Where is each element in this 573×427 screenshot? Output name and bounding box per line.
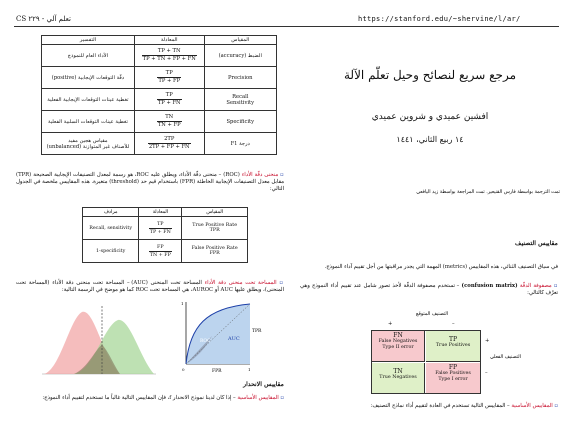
confusion-matrix-text — [300, 283, 558, 297]
roc-text-label: ROC — [200, 339, 211, 344]
translation-note: تمت الترجمة بواسطة فارس القنيعير. تمت المراجعة بواسطة زيد اليافعي — [416, 190, 560, 195]
row-metric: الضبط (accuracy) — [204, 45, 277, 67]
row-desc: تغطية عينات التوقعات السلبية الفعلية — [42, 111, 135, 133]
bullet-icon: ▫ — [553, 283, 559, 289]
bullet-icon: ▫ — [280, 395, 284, 401]
predicted-minus: – — [452, 321, 455, 327]
row-formula: $\frac{TP}{TP + FN}$ — [139, 217, 182, 240]
confusion-desc: – تستخدم مصفوفة الدقّة لأخذ تصور شامل عند تقييم أداء النموذج وهي تعرّف كالتالي: — [300, 283, 558, 297]
confusion-label-en: (confusion matrix) — [461, 283, 518, 289]
roc-paragraph — [16, 172, 284, 194]
row-formula: $\frac{TP}{TP + FP}$ — [134, 67, 204, 89]
auc-desc: المساحة تحت المنحنى (AUC) – المساحة تحت منحنى دقة الأداء (المساحة تحت المنحنى)، ويطلق عليها AUC أو AUROC، هي المساحة تحت ROC كما هو موضح في الرسمة التالية: — [16, 280, 284, 294]
row-formula: $\frac{TP + TN}{TP + TN + FP + FN}$ — [134, 45, 204, 67]
row-formula: $\frac{2TP}{2TP + FP + FN}$ — [134, 133, 204, 155]
cell-false-negatives — [372, 331, 425, 362]
cell-extra: Type II error — [382, 345, 414, 350]
cell-true-positives — [426, 331, 480, 362]
cell-code: FN — [393, 332, 403, 339]
regression-label: المقاييس الأساسية — [237, 395, 279, 401]
authors: افشين عميدي و شروين عميدي — [371, 112, 489, 122]
header-url[interactable]: https://stanford.edu/~shervine/l/ar/ — [358, 15, 521, 23]
table-row — [42, 111, 277, 133]
cell-name: False Negatives — [378, 339, 418, 344]
auc-label: المساحة تحت منحنى دقة الأداء — [204, 280, 277, 286]
row-formula: $\frac{FP}{TN + FP}$ — [139, 240, 182, 263]
table-row — [42, 133, 277, 155]
cell-name: True Positives — [435, 343, 471, 348]
col-header-interpretation: التفسير — [42, 36, 135, 45]
auc-text-label: AUC — [228, 336, 240, 342]
classification-intro: في سياق التصنيف الثنائي، هذه المقاييس (metrics) المهمة التي يجدر مراقبتها من أجل تقييم آداء النموذج. — [324, 264, 558, 270]
col-header-synonym: مرادف — [83, 208, 139, 217]
distributions-figure — [40, 300, 158, 378]
fpr-axis-label: FPR — [212, 369, 222, 374]
cell-extra: Type I error — [438, 377, 468, 382]
row-synonym: Recall, sensitivity — [83, 217, 139, 240]
row-metric: Recall Sensitivity — [204, 89, 277, 111]
row-formula: $\frac{TN}{TN + FP}$ — [134, 111, 204, 133]
main-metrics-desc: – المقاييس التالية تستخدم في العادة لتقييم أداء نماذج التصنيف: — [370, 403, 510, 409]
confusion-label: مصفوفة الدقّة — [519, 283, 552, 289]
roc-auc-figure — [172, 296, 272, 376]
main-metrics-text — [300, 403, 558, 410]
col-header-metric: المقياس — [182, 208, 248, 217]
row-desc: الأداء العام للنموذج — [42, 45, 135, 67]
cell-name: True Negatives — [379, 375, 417, 380]
row-metric: Specificity — [204, 111, 277, 133]
regression-desc: – إذا كان لدينا نموذج الانحدار f، فإن المقاييس التالية غالباً ما تستخدم لتقييم أداء النموذج: — [42, 395, 236, 401]
page-title: مرجع سريع لنصائح وحيل تعلّم الآلة — [343, 68, 517, 82]
bullet-icon: ▫ — [279, 280, 285, 286]
row-metric: True Positive Rate TPR — [182, 217, 248, 240]
col-header-formula: المعادلة — [139, 208, 182, 217]
table-row — [83, 240, 248, 263]
row-synonym: 1-specificity — [83, 240, 139, 263]
axis-zero: 0 — [182, 367, 185, 372]
actual-class-label: التصنيف الفعلي — [490, 355, 521, 360]
cell-name: False Positives — [435, 371, 471, 376]
row-desc: دقّة التوقعات الإيجابية (positive) — [42, 67, 135, 89]
row-desc: مقياس هجين مفيد للأصناف غير المتوازنة (unbalanced) — [42, 133, 135, 155]
axis-one-x: 1 — [248, 367, 251, 372]
confusion-matrix — [371, 330, 481, 394]
header-rule — [14, 26, 559, 27]
actual-plus: + — [485, 338, 490, 344]
col-header-metric: المقياس — [204, 36, 277, 45]
cell-true-negatives — [372, 363, 425, 393]
roc-label: منحنى دقّة الأداء — [241, 172, 279, 178]
table-row — [42, 67, 277, 89]
regression-paragraph — [16, 395, 284, 402]
row-formula: $\frac{TP}{TP + FN}$ — [134, 89, 204, 111]
regression-section-title: مقاييس الانحدار — [243, 381, 284, 388]
cell-code: TN — [393, 368, 403, 375]
row-metric: درجة F1 — [204, 133, 277, 155]
axis-one-y: 1 — [181, 301, 184, 306]
date: ١٤ ربيع الثاني، ١٤٤١ — [396, 135, 464, 144]
row-desc: تغطية عينات التوقعات الإيجابية الفعلية — [42, 89, 135, 111]
table-row — [42, 45, 277, 67]
predicted-plus: + — [388, 321, 393, 327]
row-metric: False Positive Rate FPR — [182, 240, 248, 263]
bullet-icon: ▫ — [554, 403, 558, 409]
cell-false-positives — [426, 363, 480, 393]
main-metrics-label: المقاييس الأساسية — [511, 403, 553, 409]
actual-minus: – — [485, 370, 488, 376]
metrics-table — [41, 35, 277, 155]
cell-code: TP — [448, 336, 458, 343]
table-row — [42, 89, 277, 111]
table-row — [83, 217, 248, 240]
auc-paragraph — [16, 280, 284, 294]
predicted-class-label: التصنيف المتوقع — [415, 312, 449, 317]
row-metric: Precision — [204, 67, 277, 89]
roc-desc: (ROC) – منحنى دقّة الأداء، ويطلق عليه ROC، هو رسمة لمعدل التصنيفات الإيجابية الصحيحة (TPR) مقابل معدل التصنيفات الإيجابية الخاطئة (FPR) باستخدام قيم حد (threshold) متغيرة. هذه المقاييس ملخصة في الجدول التالي: — [16, 172, 285, 193]
classification-section-title: مقاييس التصنيف — [515, 240, 558, 247]
col-header-formula: المعادلة — [134, 36, 204, 45]
bullet-icon: ▫ — [280, 172, 285, 178]
cell-code: FP — [448, 364, 458, 371]
header-course: CS ۲۲۹ - تعلم آلي — [16, 15, 71, 23]
tpr-axis-label: TPR — [252, 329, 262, 334]
roc-table — [82, 207, 248, 263]
